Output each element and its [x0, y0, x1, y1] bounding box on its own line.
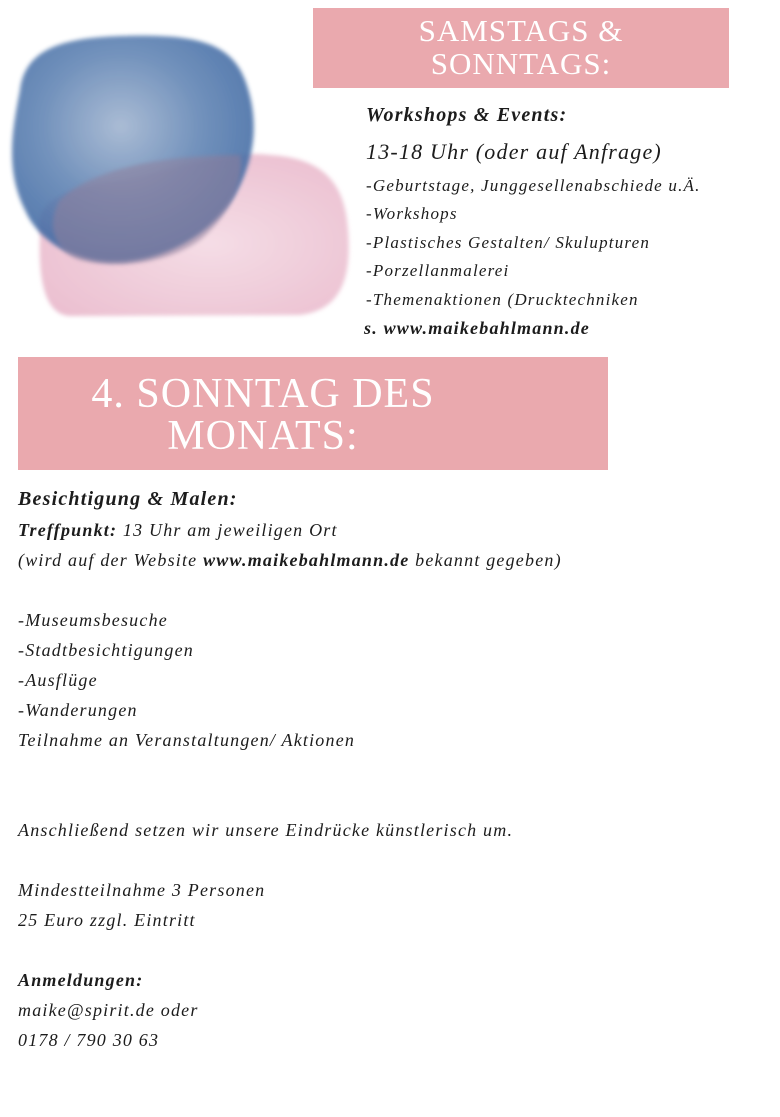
weekend-item: -Plastisches Gestalten/ Skulupturen	[366, 233, 651, 252]
sunday-item: -Wanderungen	[18, 700, 138, 720]
registration-label: Anmeldungen:	[18, 970, 144, 990]
email-line[interactable]: maike@spirit.de oder	[18, 1000, 199, 1020]
weekend-heading: Workshops & Events:	[366, 104, 568, 126]
website-note	[18, 550, 562, 571]
sunday-heading: Besichtigung & Malen:	[18, 488, 238, 510]
weekend-item: -Workshops	[366, 204, 458, 223]
weekend-hours: 13-18 Uhr (oder auf Anfrage)	[366, 139, 662, 164]
meeting-label: Treffpunkt:	[18, 520, 118, 540]
price: 25 Euro zzgl. Eintritt	[18, 910, 196, 930]
weekend-item: -Geburtstage, Junggesellenabschiede u.Ä.	[366, 176, 701, 195]
weekend-title-line1: SAMSTAGS &	[418, 13, 624, 48]
weekend-item: -Porzellanmalerei	[366, 261, 510, 280]
weekend-banner	[313, 8, 729, 88]
sunday-banner	[18, 357, 608, 470]
afterwards-text: Anschließend setzen wir unsere Eindrücke künstlerisch um.	[18, 820, 514, 840]
weekend-title-line2: SONNTAGS:	[430, 46, 612, 81]
meeting-text: 13 Uhr am jeweiligen Ort	[117, 520, 338, 540]
meeting-line	[18, 520, 338, 541]
website-link[interactable]: www.maikebahlmann.de	[203, 550, 410, 570]
sunday-item: -Ausflüge	[18, 670, 98, 690]
sunday-item: -Museumsbesuche	[18, 610, 168, 630]
sunday-item: -Stadtbesichtigungen	[18, 640, 194, 660]
minimum-participants: Mindestteilnahme 3 Personen	[18, 880, 266, 900]
phone-number[interactable]: 0178 / 790 30 63	[18, 1030, 160, 1050]
sunday-title-line2: MONATS:	[167, 413, 359, 459]
weekend-item: -Themenaktionen (Drucktechniken	[366, 290, 639, 309]
watercolor-decoration	[0, 30, 360, 320]
sunday-title-line1: 4. SONNTAG DES	[91, 371, 435, 417]
sunday-item: Teilnahme an Veranstaltungen/ Aktionen	[18, 730, 356, 750]
note-prefix: (wird auf der Website	[18, 550, 204, 570]
weekend-website-link[interactable]: s. www.maikebahlmann.de	[364, 318, 590, 338]
note-suffix: bekannt gegeben)	[409, 550, 562, 570]
